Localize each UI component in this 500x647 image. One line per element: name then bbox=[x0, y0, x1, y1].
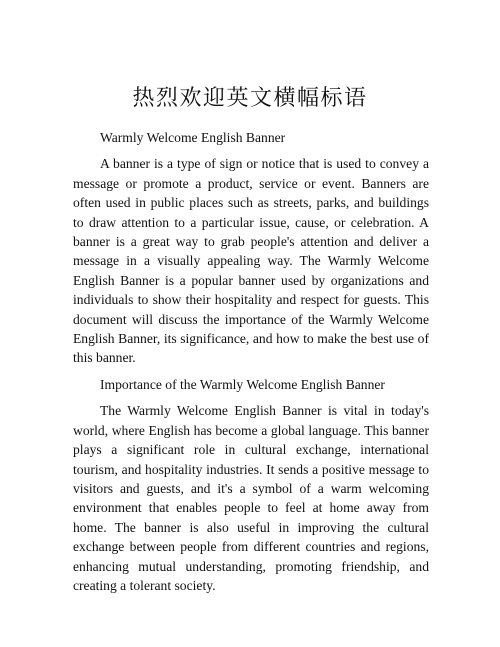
document-body bbox=[73, 128, 429, 602]
body-paragraph: A banner is a type of sign or notice that is used to convey a message or promote a product, service or event. Banners are often used in public places such as streets, parks, and buildings to draw attention to a particular issue, cause, or celebration. A banner is a great way to grab people's attention and deliver a message in a visually appealing way. The Warmly Welcome English Banner is a popular banner used by organizations and individuals to show their hospitality and respect for guests. This document will discuss the importance of the Warmly Welcome English Banner, its significance, and how to make the best use of this banner. bbox=[73, 156, 429, 366]
section-heading: Warmly Welcome English Banner bbox=[100, 130, 286, 145]
body-paragraph: The Warmly Welcome English Banner is vital in today's world, where English has become a global language. This banner plays a significant role in cultural exchange, international tourism, and hospitality industries. It sends a positive message to visitors and guests, and it's a symbol of a warm welcoming environment that enables people to feel at home away from home. The banner is also useful in improving the cultural exchange between people from different countries and regions, enhancing mutual understanding, promoting friendship, and creating a tolerant society. bbox=[73, 403, 429, 593]
document-title: 热烈欢迎英文横幅标语 bbox=[132, 86, 368, 111]
section-heading: Importance of the Warmly Welcome English Banner bbox=[100, 376, 385, 392]
